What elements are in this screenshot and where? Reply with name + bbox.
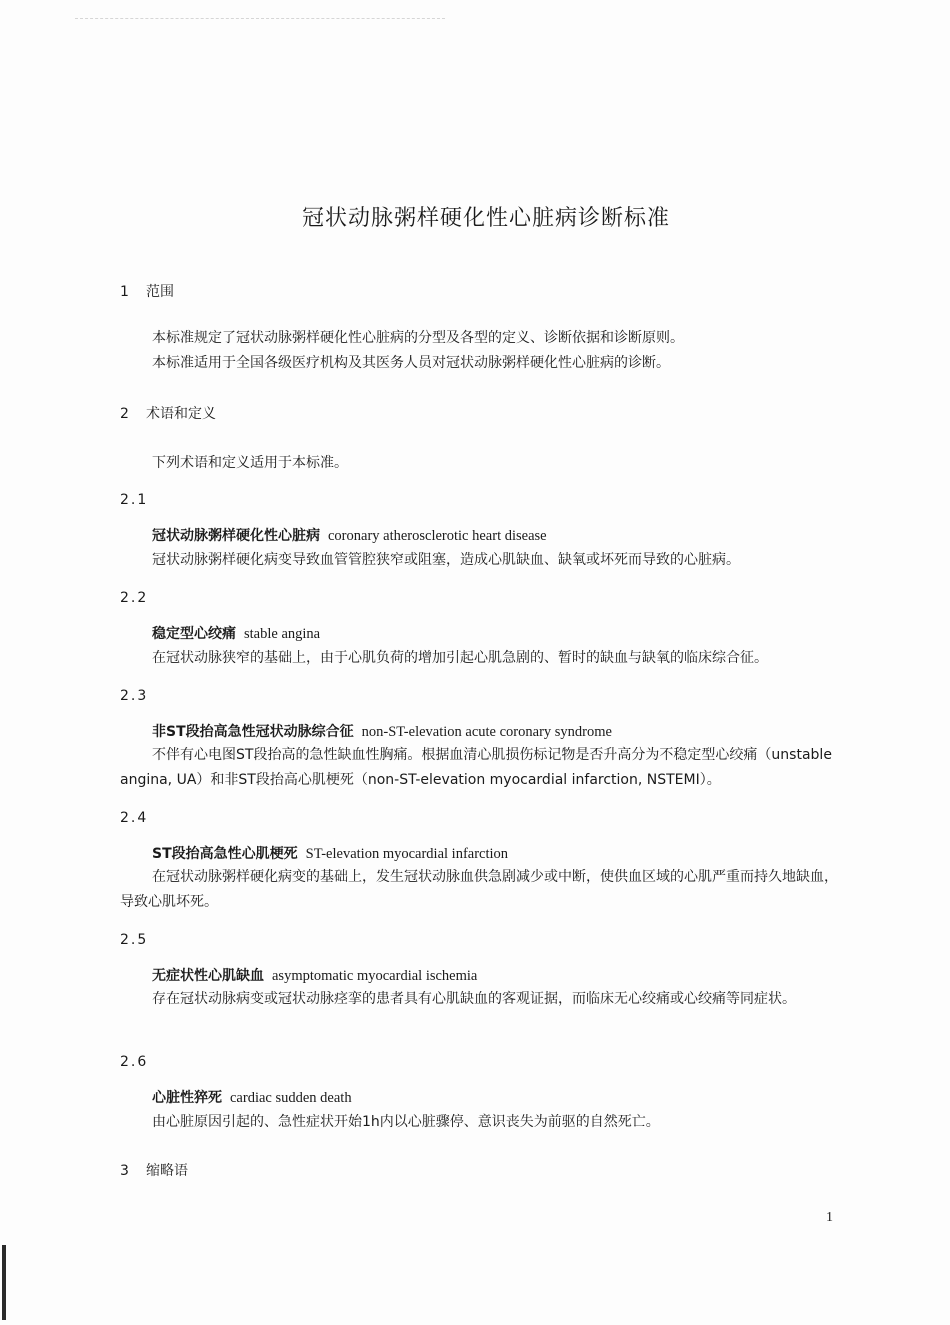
term-chinese: 非ST段抬高急性冠状动脉综合征: [152, 724, 354, 740]
section-1-heading: [120, 282, 174, 302]
term-number-2-3: 2.3: [120, 688, 149, 704]
section-number: 1: [120, 284, 129, 300]
term-definition-2-6: 由心脏原因引起的、急性症状开始1h内以心脏骤停、意识丧失为前驱的自然死亡。: [152, 1114, 660, 1130]
term-definition-2-4: 在冠状动脉粥样硬化病变的基础上，发生冠状动脉血供急剧减少或中断，使供血区域的心肌严重而持久地缺血，导致心肌坏死。: [120, 869, 838, 910]
term-chinese: 无症状性心肌缺血: [152, 968, 264, 984]
section-3-heading: [120, 1161, 188, 1181]
term-definition-2-3: 不伴有心电图ST段抬高的急性缺血性胸痛。根据血清心肌损伤标记物是否升高分为不稳定型心绞痛（unstable angina, UA）和非ST段抬高心肌梗死（non-ST-elevation myocardial infarction, NSTEMI）。: [120, 747, 832, 788]
document-title: 冠状动脉粥样硬化性心脏病诊断标准: [301, 206, 670, 231]
section-number: 2: [120, 406, 129, 422]
term-english: stable angina: [244, 626, 321, 642]
term-name-2-4: [152, 842, 508, 866]
term-chinese: ST段抬高急性心肌梗死: [152, 846, 298, 862]
term-number-2-4: 2.4: [120, 810, 149, 826]
term-name-2-1: [152, 524, 547, 548]
term-english: cardiac sudden death: [230, 1090, 352, 1106]
page-number: 1: [826, 1210, 833, 1225]
term-chinese: 稳定型心绞痛: [152, 626, 236, 642]
term-number-2-2: 2.2: [120, 590, 149, 606]
term-definition-2-1: 冠状动脉粥样硬化病变导致血管管腔狭窄或阻塞，造成心肌缺血、缺氧或坏死而导致的心脏病。: [152, 552, 740, 568]
term-number-2-6: 2.6: [120, 1054, 149, 1070]
term-definition-2-5: 存在冠状动脉病变或冠状动脉痉挛的患者具有心肌缺血的客观证据，而临床无心绞痛或心绞痛等同症状。: [152, 991, 796, 1007]
section-title: 术语和定义: [146, 406, 216, 422]
scope-paragraph-1: 本标准规定了冠状动脉粥样硬化性心脏病的分型及各型的定义、诊断依据和诊断原则。: [152, 330, 684, 346]
section-title: 范围: [146, 284, 174, 300]
term-english: coronary atherosclerotic heart disease: [328, 528, 547, 544]
term-chinese: 心脏性猝死: [152, 1090, 222, 1106]
term-english: non-ST-elevation acute coronary syndrome: [361, 724, 612, 740]
term-name-2-3: [152, 720, 612, 744]
term-english: ST-elevation myocardial infarction: [305, 846, 509, 862]
term-english: asymptomatic myocardial ischemia: [272, 968, 478, 984]
term-name-2-6: [152, 1086, 352, 1110]
scan-binding-mark: [2, 1245, 6, 1320]
scope-paragraph-2: 本标准适用于全国各级医疗机构及其医务人员对冠状动脉粥样硬化性心脏病的诊断。: [152, 355, 670, 371]
scan-edge-mark: [75, 18, 445, 19]
section-number: 3: [120, 1163, 129, 1179]
term-number-2-5: 2.5: [120, 932, 149, 948]
term-name-2-5: [152, 964, 477, 988]
term-chinese: 冠状动脉粥样硬化性心脏病: [152, 528, 320, 544]
term-definition-2-2: 在冠状动脉狭窄的基础上，由于心肌负荷的增加引起心肌急剧的、暂时的缺血与缺氧的临床综合征。: [152, 650, 768, 666]
term-number-2-1: 2.1: [120, 492, 149, 508]
section-2-heading: [120, 404, 216, 424]
terms-intro: 下列术语和定义适用于本标准。: [152, 455, 348, 471]
term-name-2-2: [152, 622, 320, 646]
section-title: 缩略语: [146, 1163, 188, 1179]
